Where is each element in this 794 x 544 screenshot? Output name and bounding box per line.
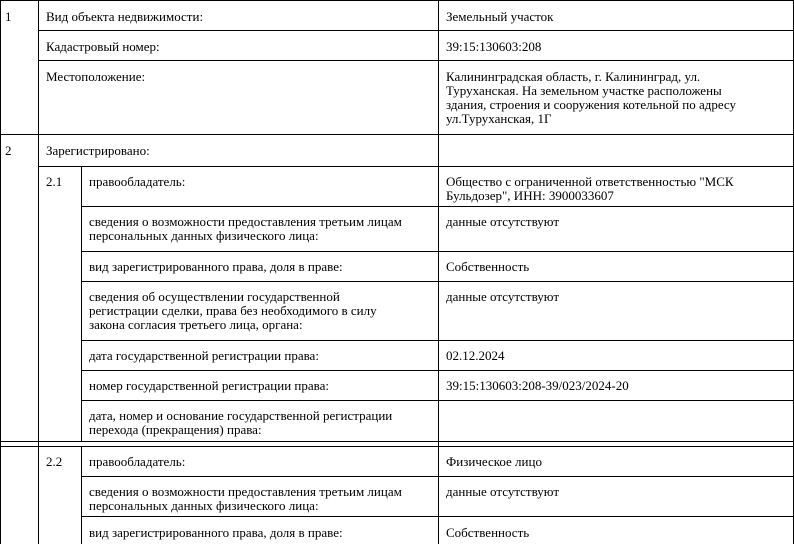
text-line: регистрации сделки, права без необходимого в силу: [89, 303, 377, 318]
grid-line: [81, 281, 794, 282]
object-type-value: Земельный участок: [446, 9, 554, 24]
grid-line: [0, 446, 794, 447]
registration-number-value: 39:15:130603:208-39/023/2024-20: [446, 378, 629, 393]
registered-label: Зарегистрировано:: [46, 143, 150, 158]
right-type-label: вид зарегистрированного права, доля в праве:: [89, 525, 343, 540]
registration-number-label: номер государственной регистрации права:: [89, 378, 329, 393]
personal-data-value: данные отсутствуют: [446, 484, 560, 499]
grid-line: [438, 0, 439, 544]
text-line: здания, строения и сооружения котельной по адресу: [446, 97, 737, 112]
cadastral-number-label: Кадастровый номер:: [46, 39, 160, 54]
grid-line: [38, 60, 794, 61]
grid-line: [0, 441, 794, 442]
registration-date-label: дата государственной регистрации права:: [89, 348, 319, 363]
text-line: сведения о возможности предоставления третьим лицам: [89, 214, 402, 229]
section-number: 2.1: [46, 174, 63, 189]
grid-line: [0, 0, 1, 544]
text-line: ул.Туруханская, 1Г: [446, 111, 552, 126]
registration-date-value: 02.12.2024: [446, 348, 505, 363]
grid-line: [0, 134, 794, 135]
text-line: перехода (прекращения) права:: [89, 422, 262, 437]
grid-line: [38, 0, 39, 544]
grid-line: [81, 206, 794, 207]
holder-label: правообладатель:: [89, 174, 186, 189]
grid-line: [81, 476, 794, 477]
section-number: 2.2: [46, 454, 63, 469]
text-line: Общество с ограниченной ответственностью "МСК: [446, 174, 734, 189]
text-line: сведения о возможности предоставления третьим лицам: [89, 484, 402, 499]
cadastral-number-value: 39:15:130603:208: [446, 39, 542, 54]
personal-data-value: данные отсутствуют: [446, 214, 560, 229]
grid-line: [81, 251, 794, 252]
text-line: Туруханская. На земельном участке расположены: [446, 83, 722, 98]
text-line: дата, номер и основание государственной регистрации: [89, 408, 393, 423]
object-type-label: Вид объекта недвижимости:: [46, 9, 204, 24]
grid-line: [81, 340, 794, 341]
grid-line: [81, 400, 794, 401]
text-line: закона согласия третьего лица, органа:: [89, 317, 303, 332]
right-type-label: вид зарегистрированного права, доля в праве:: [89, 259, 343, 274]
text-line: Калининградская область, г. Калининград, ул.: [446, 69, 701, 84]
grid-line: [38, 166, 794, 167]
deal-value: данные отсутствуют: [446, 289, 560, 304]
text-line: персональных данных физического лица:: [89, 498, 319, 513]
text-line: сведения об осуществлении государственной: [89, 289, 340, 304]
location-label: Местоположение:: [46, 69, 146, 84]
row-number: 1: [5, 9, 12, 24]
grid-line: [81, 370, 794, 371]
holder-value: Физическое лицо: [446, 454, 542, 469]
text-line: персональных данных физического лица:: [89, 228, 319, 243]
holder-label: правообладатель:: [89, 454, 186, 469]
row-number: 2: [5, 143, 12, 158]
grid-line: [0, 0, 794, 1]
grid-line: [81, 516, 794, 517]
grid-line: [38, 30, 794, 31]
text-line: Бульдозер", ИНН: 3900033607: [446, 188, 614, 203]
grid-line: [81, 446, 82, 544]
right-type-value: Собственность: [446, 259, 530, 274]
right-type-value: Собственность: [446, 525, 530, 540]
